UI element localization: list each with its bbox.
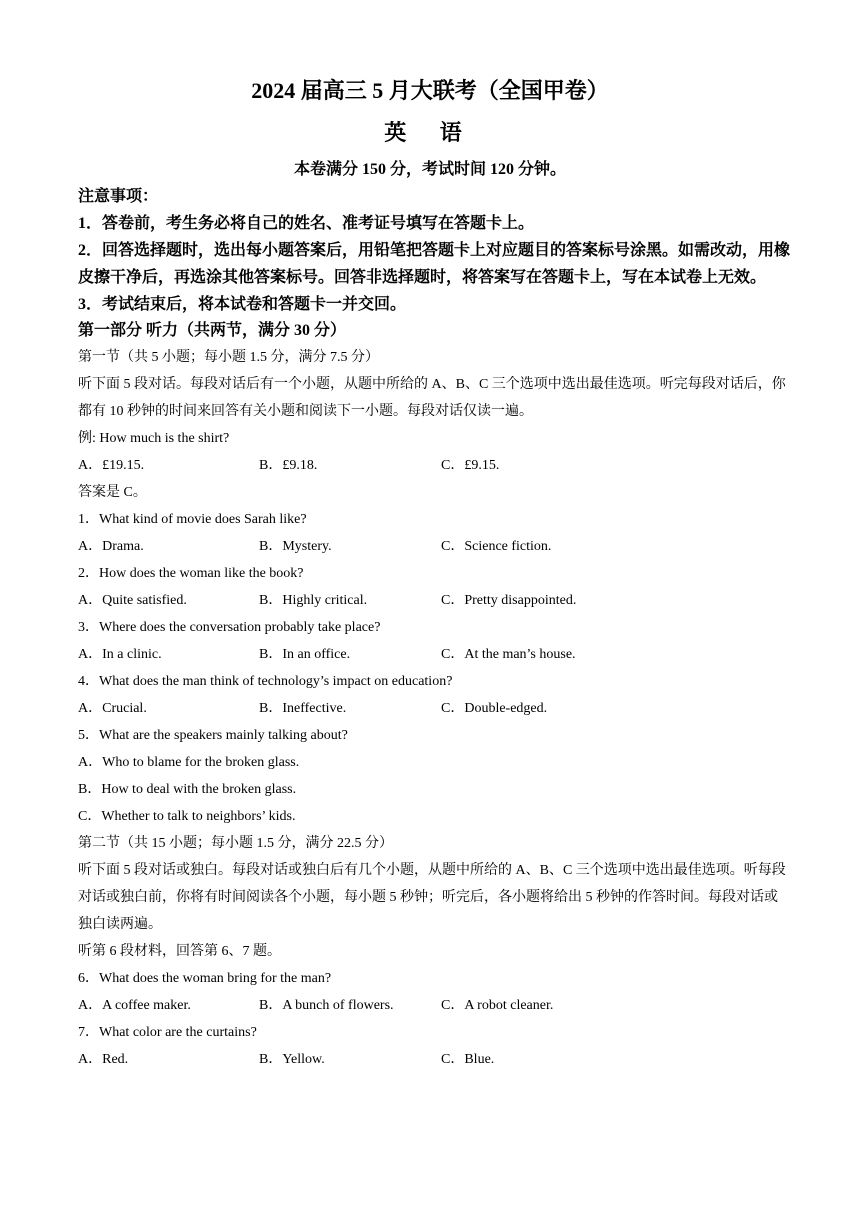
question-3-options [78,641,790,668]
notes-heading: 注意事项： [78,188,159,205]
note-item-3: 3．考试结束后，将本试卷和答题卡一并交回。 [78,296,407,313]
option-b: B．Highly critical. [259,593,368,608]
question-5: 5．What are the speakers mainly talking about? [78,728,348,743]
section1-instructions: 听下面 5 段对话。每段对话后有一个小题，从题中所给的 A、B、C 三个选项中选出最佳选项。听完每段对话后，你都有 10 秒钟的时间来回答有关小题和阅读下一小题。每段对话仅读一遍。 [78,377,786,419]
example-question: 例: How much is the shirt? [78,431,230,446]
question-2-options [78,587,790,614]
exam-title: 2024 届高三 5 月大联考（全国甲卷） [251,78,609,103]
option-c: C．Double-edged. [441,701,548,716]
question-1-options [78,533,790,560]
section2-heading: 第二节（共 15 小题；每小题 1.5 分，满分 22.5 分） [78,836,393,851]
option-a: A．£19.15. [78,458,145,473]
section2-instructions: 听下面 5 段对话或独白。每段对话或独白后有几个小题，从题中所给的 A、B、C 三个选项中选出最佳选项。听每段对话或独白前，你将有时间阅读各个小题，每小题 5 秒钟；听完后，各小题将给出 5 秒钟的作答时间。每段对话或独白读两遍。 [78,863,786,932]
option-c: C．Pretty disappointed. [441,593,577,608]
option-c: C．At the man’s house. [441,647,576,662]
example-options [78,452,790,479]
note-item-1: 1．答卷前，考生务必将自己的姓名、准考证号填写在答题卡上。 [78,215,535,232]
question-6: 6．What does the woman bring for the man? [78,971,332,986]
option-c: C．A robot cleaner. [441,998,554,1013]
question-4-options [78,695,790,722]
question-7-options [78,1046,790,1073]
note-item-2: 2．回答选择题时，选出每小题答案后，用铅笔把答题卡上对应题目的答案标号涂黑。如需改动，用橡皮擦干净后，再选涂其他答案标号。回答非选择题时，将答案写在答题卡上，写在本试卷上无效。 [78,242,791,286]
question-1: 1．What kind of movie does Sarah like? [78,512,307,527]
score-info: 本卷满分 150 分，考试时间 120 分钟。 [293,161,566,178]
option-b: B．Ineffective. [259,701,347,716]
option-b: B．Mystery. [259,539,332,554]
question-2: 2．How does the woman like the book? [78,566,304,581]
option-a: A．A coffee maker. [78,998,191,1013]
option-b: B．Yellow. [259,1052,325,1067]
option-a: A．Who to blame for the broken glass. [78,755,300,770]
question-6-options [78,992,790,1019]
section1-heading: 第一节（共 5 小题；每小题 1.5 分，满分 7.5 分） [78,350,379,365]
option-c: C．£9.15. [441,458,500,473]
option-b: B．How to deal with the broken glass. [78,782,297,797]
option-c: C．Science fiction. [441,539,552,554]
question-4: 4．What does the man think of technology’s impact on education? [78,674,453,689]
option-a: A．Quite satisfied. [78,593,187,608]
option-a: A．Red. [78,1052,129,1067]
option-c: C．Whether to talk to neighbors’ kids. [78,809,296,824]
question-3: 3．Where does the conversation probably take place? [78,620,381,635]
question-7: 7．What color are the curtains? [78,1025,257,1040]
option-b: B．£9.18. [259,458,318,473]
part1-heading: 第一部分 听力（共两节，满分 30 分） [78,322,347,339]
material-note: 听第 6 段材料，回答第 6、7 题。 [78,944,281,959]
exam-content [78,183,790,1073]
example-answer: 答案是 C。 [78,485,147,500]
option-c: C．Blue. [441,1052,495,1067]
option-a: A．Drama. [78,539,144,554]
option-b: B．In an office. [259,647,351,662]
option-a: A．In a clinic. [78,647,162,662]
subject-title: 英 语 [384,120,476,145]
option-b: B．A bunch of flowers. [259,998,394,1013]
option-a: A．Crucial. [78,701,147,716]
